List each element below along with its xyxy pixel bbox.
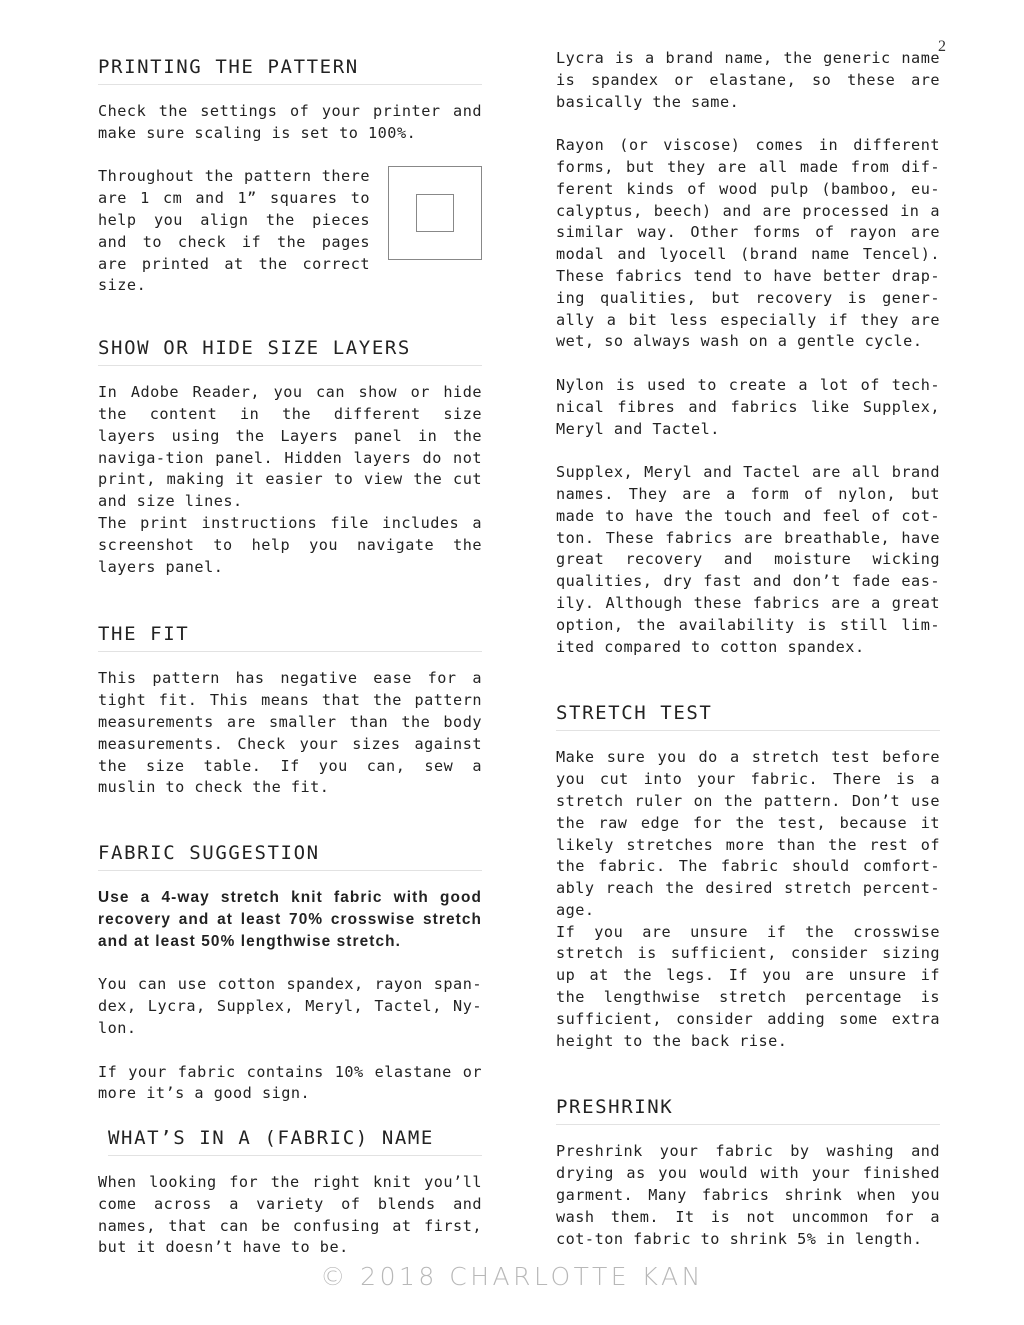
left-column (98, 56, 482, 1259)
fabric-name-heading: WHAT’S IN A (FABRIC) NAME (108, 1127, 482, 1156)
preshrink-heading: PRESHRINK (556, 1096, 940, 1125)
stretch-paragraph-2: If you are unsure if the crosswise stretch is sufficient, consider sizing up at the legs. If you are unsure if the lengthwise stretch percentage is sufficient, consider adding some extra height to the back rise. (556, 922, 940, 1050)
lycra-paragraph: Lycra is a brand name, the generic name is spandex or elastane, so these are basically the same. (556, 49, 940, 111)
right-column (556, 49, 940, 1250)
calibration-squares-figure (388, 166, 482, 260)
section-fabric (98, 842, 482, 1105)
section-printing (98, 56, 482, 297)
fabric-paragraph-2: You can use cotton spandex, rayon span-dex, Lycra, Supplex, Meryl, Tactel, Ny-lon. (98, 975, 482, 1037)
section-layers (98, 337, 482, 578)
layers-paragraph-1: In Adobe Reader, you can show or hide the content in the different size layers using the Layers panel in the naviga-tion panel. Hidden layers do not print, making it easier to view the cut and size lines. (98, 383, 482, 511)
layers-paragraph-2: The print instructions file includes a screenshot to help you navigate the layers panel. (98, 513, 482, 576)
supplex-paragraph: Supplex, Meryl and Tactel are all brand names. They are a form of nylon, but made to have the touch and feel of cot-ton. These fabrics are breathable, have great recovery and moisture wicking qualities, dry fast and don’t fade eas-ily. Although these fabrics are a great option, the availability is still lim-ited compared to cotton spandex. (556, 463, 940, 656)
stretch-heading: STRETCH TEST (556, 702, 940, 731)
section-fit (98, 623, 482, 799)
fit-paragraph-1: This pattern has negative ease for a tight fit. This means that the pattern measurements are smaller than the body measurements. Check your sizes against the size table. If you can, sew a muslin to check the fit. (98, 669, 482, 797)
fabric-paragraph-3: If your fabric contains 10% elastane or more it’s a good sign. (98, 1062, 482, 1103)
printing-heading: PRINTING THE PATTERN (98, 56, 482, 85)
fit-heading: THE FIT (98, 623, 482, 652)
section-preshrink (556, 1096, 940, 1250)
calibration-inner-square (416, 194, 454, 232)
section-stretch-test (556, 702, 940, 1052)
stretch-paragraph-1: Make sure you do a stretch test before you cut into your fabric. There is a stretch ruler on the pattern. Don’t use the raw edge for the test, because it likely stretches more than the rest of the fabric. The fabric should comfort-ably reach the desired stretch percent-age. (556, 748, 940, 919)
fabric-name-paragraph-1: When looking for the right knit you’ll come across a variety of blends and names, that can be confusing at first, but it doesn’t have to be. (98, 1173, 482, 1257)
fabric-paragraph-1: Use a 4-way stretch knit fabric with good recovery and at least 70% crosswise stretch and at least 50% lengthwise stretch. (98, 889, 482, 950)
preshrink-paragraph-1: Preshrink your fabric by washing and drying as you would with your finished garment. Many fabrics shrink when you wash them. It is not uncommon for a cot-ton fabric to shrink 5% in length. (556, 1142, 940, 1248)
layers-heading: SHOW OR HIDE SIZE LAYERS (98, 337, 482, 366)
copyright-footer: © 2018 CHARLOTTE KAN (320, 1262, 704, 1291)
page-number: 2 (938, 38, 946, 55)
section-fabric-name (98, 1127, 482, 1259)
printing-paragraph-1: Check the settings of your printer and make sure scaling is set to 100%. (98, 102, 482, 142)
nylon-paragraph: Nylon is used to create a lot of tech-nical fibres and fabrics like Supplex, Meryl and Tactel. (556, 375, 940, 438)
fabric-heading: FABRIC SUGGESTION (98, 842, 482, 871)
printing-paragraph-2: Throughout the pattern there are 1 cm and 1” squares to help you align the pieces and to check if the pages are printed at the correct size. (98, 167, 370, 295)
rayon-paragraph: Rayon (or viscose) comes in different forms, but they are all made from dif-ferent kinds of wood pulp (bamboo, eu-calyptus, beech) and are processed in a similar way. Other forms of rayon are modal and lyocell (brand name Tencel). These fabrics tend to have better drap-ing qualities, but recovery is gener-ally a bit less especially if they are wet, so always wash on a gentle cycle. (556, 136, 940, 351)
section-fabric-names-continued (556, 48, 940, 658)
printing-row (98, 166, 482, 297)
